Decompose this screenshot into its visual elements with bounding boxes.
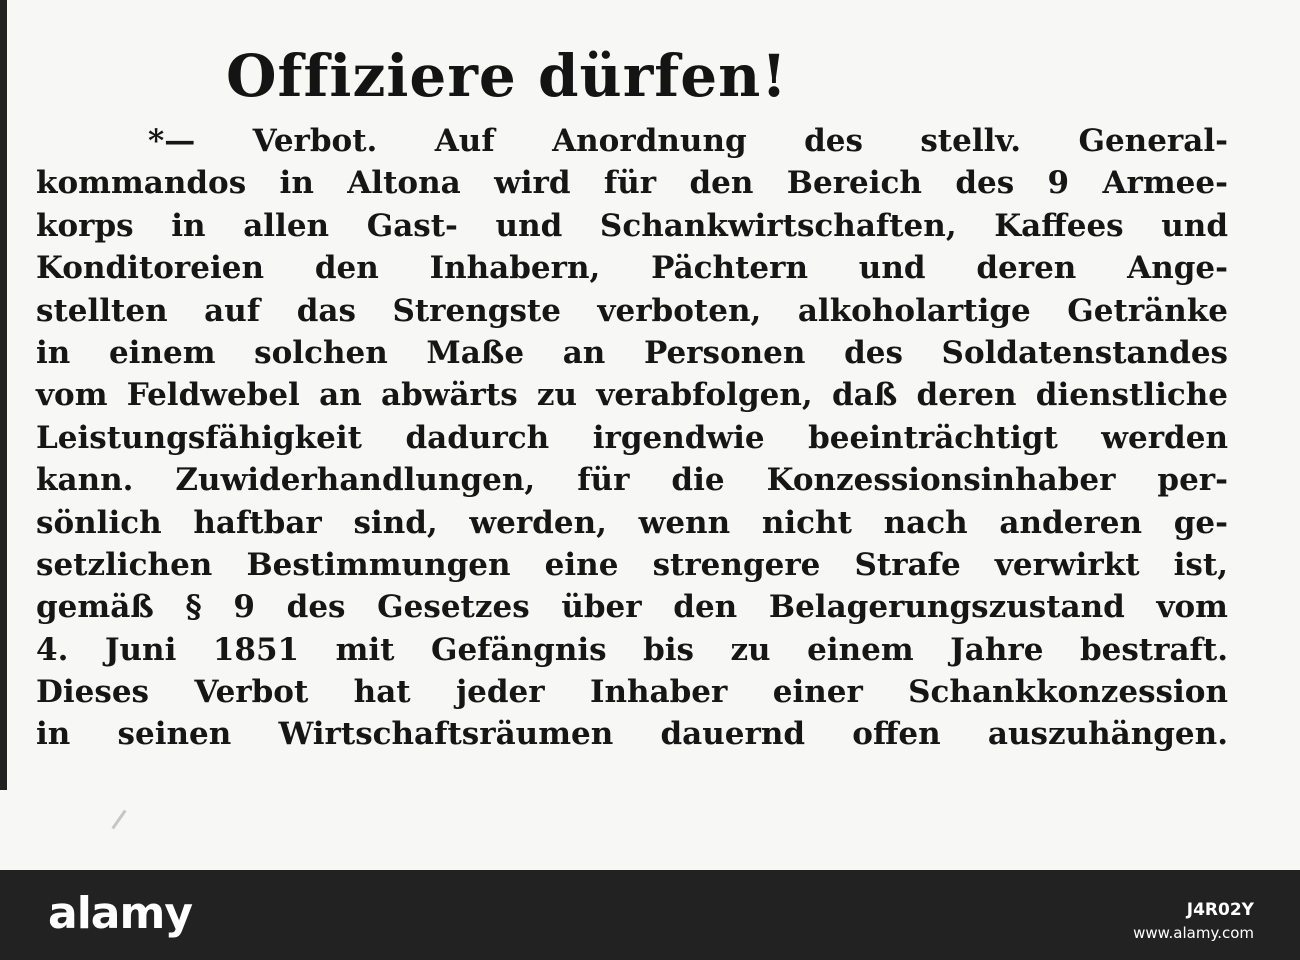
article-line: in einem solchen Maße an Personen des Soldatenstandes [36,334,1228,371]
article-line: sönlich haftbar sind, werden, wenn nicht nach anderen ge- [36,504,1228,541]
image-id: J4R02Y [1186,900,1254,920]
article-line: gemäß § 9 des Gesetzes über den Belagerungszustand vom [36,589,1228,626]
article-line: kommandos in Altona wird für den Bereich des 9 Armee- [36,165,1228,202]
article-line: 4. Juni 1851 mit Gefängnis bis zu einem Jahre bestraft. [36,631,1228,668]
scan-edge [0,0,7,790]
scan-scratch-mark [111,810,126,830]
site-url: www.alamy.com [1133,924,1254,942]
article-line: Leistungsfähigkeit dadurch irgendwie beeinträchtigt werden [36,419,1228,456]
article-line: kann. Zuwiderhandlungen, für die Konzessionsinhaber per- [36,462,1228,499]
article-headline: Offiziere dürfen! [226,42,788,110]
article-line: stellten auf das Strengste verboten, alkoholartige Getränke [36,292,1228,329]
article-line: setzlichen Bestimmungen eine strengere Strafe verwirkt ist, [36,546,1228,583]
article-line: korps in allen Gast- und Schankwirtschaften, Kaffees und [36,207,1228,244]
article-line: vom Feldwebel an abwärts zu verabfolgen, daß deren dienstliche [36,377,1228,414]
article-line: *— Verbot. Auf Anordnung des stellv. General- [148,123,1228,159]
article-body [36,120,1228,756]
article-line: Dieses Verbot hat jeder Inhaber einer Schankkonzession [36,674,1228,711]
article-line: Konditoreien den Inhabern, Pächtern und deren Ange- [36,250,1228,287]
alamy-logo: alamy [48,888,192,939]
watermark-footer [0,870,1300,960]
article-line: in seinen Wirtschaftsräumen dauernd offen auszuhängen. [36,716,1228,753]
